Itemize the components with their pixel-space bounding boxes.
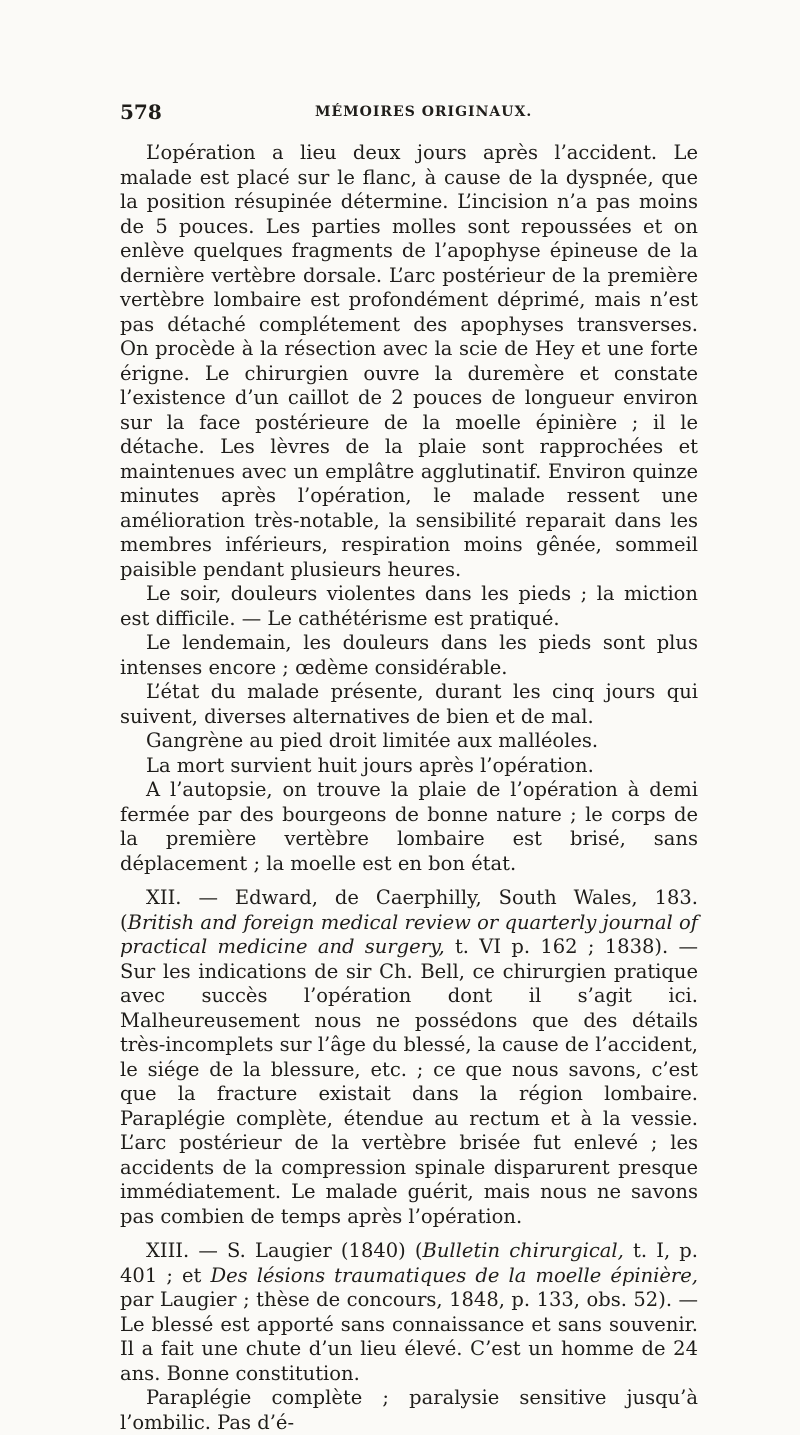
running-head: MÉMOIRES ORIGINAUX.: [315, 104, 533, 120]
paragraph-paraplegia: Paraplégie complète ; paralysie sensitive jusqu’à l’ombilic. Pas d’é-: [120, 1386, 698, 1434]
case-xiii-ref: t. I, p. 401 ; et: [120, 1239, 698, 1287]
page-number: 578: [120, 100, 162, 124]
paragraph-state: L’état du malade présente, durant les cinq jours qui suivent, diverses alternatives de bien et de mal.: [120, 680, 698, 728]
case-xiii-text: par Laugier ; thèse de concours, 1848, p. 133, obs. 52). — Le blessé est apporté sans connaissance et sans souvenir. Il a fait une chute d’un lieu élevé. C’est un homme de 24 ans. Bonne constitution.: [120, 1288, 698, 1385]
case-xiii-title: Des lésions traumatiques de la moelle épinière,: [210, 1263, 698, 1287]
case-xii-head: XII. — Edward, de Caerphilly, South Wales, 183. (: [120, 886, 698, 934]
body-text: [120, 141, 698, 1435]
paragraph-operation: L’opération a lieu deux jours après l’accident. Le malade est placé sur le flanc, à cause de la dyspnée, que la position résupinée détermine. L’incision n’a pas moins de 5 pouces. Les parties molles sont repoussées et on enlève quelques fragments de l’apophyse épineuse de la dernière vertèbre dorsale. L’arc postérieur de la première vertèbre lombaire est profondément déprimé, mais n’est pas détaché complétement des apophyses transverses. On procède à la résection avec la scie de Hey et une forte érigne. Le chirurgien ouvre la duremère et constate l’existence d’un caillot de 2 pouces de longueur environ sur la face postérieure de la moelle épinière ; il le détache. Les lèvres de la plaie sont rapprochées et maintenues avec un emplâtre agglutinatif. Environ quinze minutes après l’opération, le malade ressent une amélioration très-notable, la sensibilité reparait dans les membres inférieurs, respiration moins gênée, sommeil paisible pendant plusieurs heures.: [120, 141, 698, 581]
page-header: [120, 100, 700, 128]
case-xiii-journal: Bulletin chirurgical,: [422, 1239, 624, 1262]
case-xii-paragraph: [120, 886, 698, 1229]
paragraph-death: La mort survient huit jours après l’opération.: [146, 753, 594, 777]
case-xii-text: t. VI p. 162 ; 1838). — Sur les indications de sir Ch. Bell, ce chirurgien pratique avec succès l’opération dont il s’agit ici. Malheureusement nous ne possédons que des détails très-incomplets sur l’âge du blessé, la cause de l’accident, le siége de la blessure, etc. ; ce que nous savons, c’est que la fracture existait dans la région lombaire. Paraplégie complète, étendue au rectum et à la vessie. L’arc postérieur de la vertèbre brisée fut enlevé ; les accidents de la compression spinale disparurent presque immédiatement. Le malade guérit, mais nous ne savons pas combien de temps après l’opération.: [120, 935, 698, 1228]
paragraph-evening: Le soir, douleurs violentes dans les pieds ; la miction est difficile. — Le cathétérisme est pratiqué.: [120, 582, 698, 630]
paragraph-autopsy: A l’autopsie, on trouve la plaie de l’opération à demi fermée par des bourgeons de bonne nature ; le corps de la première vertèbre lombaire est brisé, sans déplacement ; la moelle est en bon état.: [120, 778, 698, 875]
paragraph-gangrene: Gangrène au pied droit limitée aux malléoles.: [146, 729, 599, 752]
case-xiii-paragraph: [120, 1239, 698, 1386]
case-xii-citation: British and foreign medical review or quarterly journal of practical medicine and surgery,: [120, 910, 698, 958]
case-xiii-head: XIII. — S. Laugier (1840) (: [146, 1239, 423, 1262]
paragraph-next-day: Le lendemain, les douleurs dans les pieds sont plus intenses encore ; œdème considérable.: [120, 631, 698, 679]
